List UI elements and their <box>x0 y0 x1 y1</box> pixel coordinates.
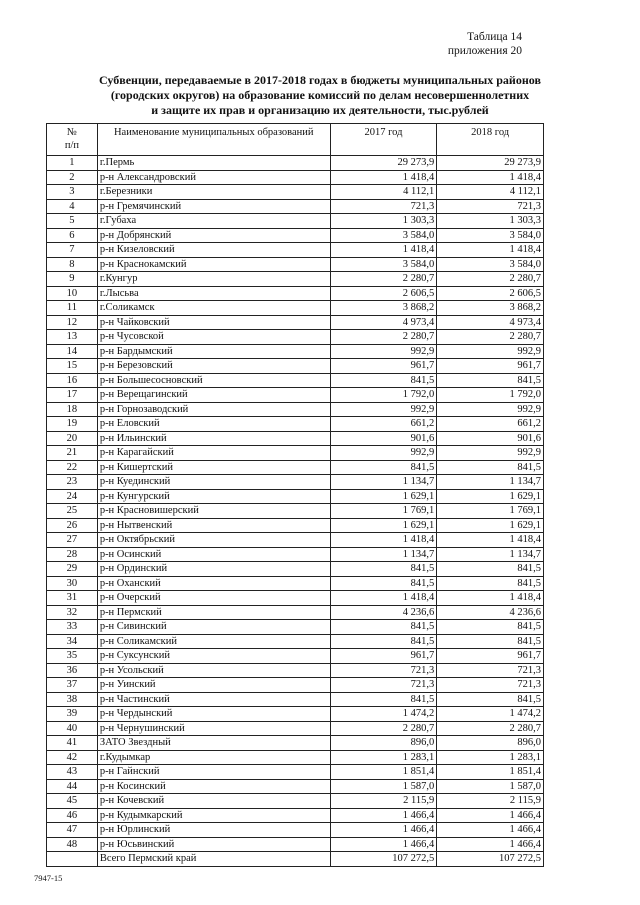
row-value-2018: 1 474,2 <box>437 707 544 722</box>
row-name: р-н Чайковский <box>97 315 330 330</box>
row-value-2017: 841,5 <box>330 562 437 577</box>
row-value-2017: 721,3 <box>330 663 437 678</box>
row-value-2017: 661,2 <box>330 417 437 432</box>
row-number: 21 <box>47 446 98 461</box>
row-value-2017: 2 115,9 <box>330 794 437 809</box>
row-name: г.Пермь <box>97 156 330 171</box>
row-value-2018: 2 606,5 <box>437 286 544 301</box>
row-number: 10 <box>47 286 98 301</box>
row-value-2018: 1 418,4 <box>437 533 544 548</box>
table-row <box>47 837 544 852</box>
row-name: р-н Косинский <box>97 779 330 794</box>
row-name: г.Лысьва <box>97 286 330 301</box>
header-num-line2: п/п <box>64 140 79 151</box>
row-value-2017: 1 418,4 <box>330 591 437 606</box>
table-row <box>47 779 544 794</box>
table-row <box>47 417 544 432</box>
table-total-row <box>47 852 544 867</box>
row-value-2017: 841,5 <box>330 634 437 649</box>
table-row <box>47 547 544 562</box>
table-row <box>47 489 544 504</box>
table-row <box>47 678 544 693</box>
table-row <box>47 475 544 490</box>
row-value-2018: 4 112,1 <box>437 185 544 200</box>
row-value-2018: 1 418,4 <box>437 591 544 606</box>
table-row <box>47 388 544 403</box>
row-name: р-н Верещагинский <box>97 388 330 403</box>
table-row <box>47 431 544 446</box>
row-value-2017: 841,5 <box>330 460 437 475</box>
row-number: 23 <box>47 475 98 490</box>
row-name: р-н Чердынский <box>97 707 330 722</box>
row-number: 19 <box>47 417 98 432</box>
table-row <box>47 794 544 809</box>
row-value-2017: 4 112,1 <box>330 185 437 200</box>
table-row <box>47 199 544 214</box>
row-value-2017: 1 792,0 <box>330 388 437 403</box>
row-value-2018: 3 584,0 <box>437 257 544 272</box>
row-number: 38 <box>47 692 98 707</box>
row-value-2017: 1 418,4 <box>330 533 437 548</box>
row-number: 20 <box>47 431 98 446</box>
row-number: 29 <box>47 562 98 577</box>
row-name: г.Кунгур <box>97 272 330 287</box>
row-value-2017: 107 272,5 <box>330 852 437 867</box>
row-value-2018: 2 280,7 <box>437 330 544 345</box>
header-2017: 2017 год <box>330 124 437 156</box>
row-value-2018: 841,5 <box>437 692 544 707</box>
row-name: г.Соликамск <box>97 301 330 316</box>
table-body <box>47 156 544 867</box>
table-row <box>47 823 544 838</box>
row-value-2017: 1 134,7 <box>330 475 437 490</box>
row-name: р-н Юсьвинский <box>97 837 330 852</box>
row-value-2018: 901,6 <box>437 431 544 446</box>
row-value-2017: 961,7 <box>330 649 437 664</box>
table-row <box>47 402 544 417</box>
row-number: 32 <box>47 605 98 620</box>
row-name: р-н Очерский <box>97 591 330 606</box>
row-number: 33 <box>47 620 98 635</box>
row-number: 14 <box>47 344 98 359</box>
row-name: Всего Пермский край <box>97 852 330 867</box>
row-name: р-н Добрянский <box>97 228 330 243</box>
table-row <box>47 663 544 678</box>
row-value-2017: 4 236,6 <box>330 605 437 620</box>
row-value-2018: 1 792,0 <box>437 388 544 403</box>
table-row <box>47 707 544 722</box>
title-line-3: и защите их прав и организацию их деятельности, тыс.рублей <box>151 103 489 117</box>
row-name: г.Кудымкар <box>97 750 330 765</box>
row-value-2017: 3 584,0 <box>330 257 437 272</box>
row-name: р-н Александровский <box>97 170 330 185</box>
row-value-2018: 961,7 <box>437 359 544 374</box>
table-row <box>47 562 544 577</box>
row-number: 22 <box>47 460 98 475</box>
row-value-2018: 661,2 <box>437 417 544 432</box>
table-row <box>47 257 544 272</box>
row-value-2017: 2 280,7 <box>330 330 437 345</box>
table-row <box>47 533 544 548</box>
row-value-2017: 1 629,1 <box>330 489 437 504</box>
table-row <box>47 634 544 649</box>
row-value-2018: 3 584,0 <box>437 228 544 243</box>
row-value-2018: 1 587,0 <box>437 779 544 794</box>
row-number: 48 <box>47 837 98 852</box>
header-num <box>47 124 98 156</box>
row-number: 27 <box>47 533 98 548</box>
title-line-1: Субвенции, передаваемые в 2017-2018 годах в бюджеты муниципальных районов <box>99 73 541 87</box>
table-row <box>47 228 544 243</box>
row-number: 46 <box>47 808 98 823</box>
row-name: р-н Краснокамский <box>97 257 330 272</box>
table-row <box>47 359 544 374</box>
document-code: 7947-15 <box>34 873 63 883</box>
row-name: р-н Октябрьский <box>97 533 330 548</box>
row-value-2017: 1 283,1 <box>330 750 437 765</box>
row-value-2018: 961,7 <box>437 649 544 664</box>
row-number: 41 <box>47 736 98 751</box>
table-row <box>47 330 544 345</box>
row-value-2017: 1 587,0 <box>330 779 437 794</box>
table-row <box>47 156 544 171</box>
row-name: г.Губаха <box>97 214 330 229</box>
row-name: р-н Ильинский <box>97 431 330 446</box>
row-number: 6 <box>47 228 98 243</box>
row-value-2017: 2 280,7 <box>330 721 437 736</box>
row-value-2017: 992,9 <box>330 402 437 417</box>
row-name: р-н Гремячинский <box>97 199 330 214</box>
row-value-2018: 1 466,4 <box>437 808 544 823</box>
row-value-2017: 992,9 <box>330 446 437 461</box>
row-number: 28 <box>47 547 98 562</box>
row-name: р-н Оханский <box>97 576 330 591</box>
header-2018: 2018 год <box>437 124 544 156</box>
table-reference <box>448 30 522 58</box>
row-name: р-н Березовский <box>97 359 330 374</box>
row-value-2018: 896,0 <box>437 736 544 751</box>
row-value-2018: 4 973,4 <box>437 315 544 330</box>
table-row <box>47 649 544 664</box>
row-value-2018: 1 134,7 <box>437 547 544 562</box>
row-number: 47 <box>47 823 98 838</box>
row-name: р-н Ординский <box>97 562 330 577</box>
row-value-2018: 841,5 <box>437 634 544 649</box>
table-row <box>47 301 544 316</box>
row-value-2017: 1 466,4 <box>330 823 437 838</box>
row-value-2018: 721,3 <box>437 199 544 214</box>
row-number: 43 <box>47 765 98 780</box>
row-value-2017: 1 134,7 <box>330 547 437 562</box>
row-name: р-н Чусовской <box>97 330 330 345</box>
row-name: р-н Большесосновский <box>97 373 330 388</box>
row-value-2018: 841,5 <box>437 562 544 577</box>
table-row <box>47 344 544 359</box>
row-number: 9 <box>47 272 98 287</box>
row-name: р-н Сивинский <box>97 620 330 635</box>
document-title <box>50 73 590 118</box>
row-name: р-н Кишертский <box>97 460 330 475</box>
row-value-2017: 992,9 <box>330 344 437 359</box>
table-row <box>47 272 544 287</box>
table-row <box>47 243 544 258</box>
row-number: 40 <box>47 721 98 736</box>
table-row <box>47 721 544 736</box>
row-name: р-н Соликамский <box>97 634 330 649</box>
row-value-2017: 1 466,4 <box>330 808 437 823</box>
row-name: р-н Юрлинский <box>97 823 330 838</box>
row-number: 25 <box>47 504 98 519</box>
title-line-2: (городских округов) на образование комиссий по делам несовершеннолетних <box>110 88 530 102</box>
table-row <box>47 750 544 765</box>
row-value-2017: 4 973,4 <box>330 315 437 330</box>
row-name: р-н Бардымский <box>97 344 330 359</box>
row-number: 7 <box>47 243 98 258</box>
row-value-2017: 841,5 <box>330 576 437 591</box>
row-value-2017: 1 418,4 <box>330 170 437 185</box>
table-row <box>47 446 544 461</box>
row-number <box>47 852 98 867</box>
row-value-2017: 1 466,4 <box>330 837 437 852</box>
table-row <box>47 736 544 751</box>
row-value-2018: 2 280,7 <box>437 721 544 736</box>
row-name: ЗАТО Звездный <box>97 736 330 751</box>
row-value-2017: 901,6 <box>330 431 437 446</box>
row-value-2018: 1 769,1 <box>437 504 544 519</box>
row-value-2018: 1 418,4 <box>437 243 544 258</box>
table-row <box>47 591 544 606</box>
table-row <box>47 460 544 475</box>
row-number: 18 <box>47 402 98 417</box>
row-value-2017: 896,0 <box>330 736 437 751</box>
row-value-2018: 992,9 <box>437 402 544 417</box>
row-value-2018: 992,9 <box>437 344 544 359</box>
row-number: 37 <box>47 678 98 693</box>
row-value-2018: 1 851,4 <box>437 765 544 780</box>
table-row <box>47 576 544 591</box>
row-value-2017: 1 474,2 <box>330 707 437 722</box>
row-value-2018: 1 629,1 <box>437 489 544 504</box>
row-value-2017: 2 280,7 <box>330 272 437 287</box>
row-value-2017: 1 769,1 <box>330 504 437 519</box>
table-row <box>47 373 544 388</box>
row-number: 3 <box>47 185 98 200</box>
row-value-2018: 841,5 <box>437 620 544 635</box>
row-value-2018: 992,9 <box>437 446 544 461</box>
row-name: р-н Пермский <box>97 605 330 620</box>
row-value-2018: 841,5 <box>437 460 544 475</box>
row-name: р-н Гайнский <box>97 765 330 780</box>
row-name: р-н Частинский <box>97 692 330 707</box>
row-value-2017: 1 303,3 <box>330 214 437 229</box>
row-number: 5 <box>47 214 98 229</box>
row-name: р-н Чернушинский <box>97 721 330 736</box>
row-name: р-н Куединский <box>97 475 330 490</box>
row-value-2017: 3 868,2 <box>330 301 437 316</box>
row-name: р-н Карагайский <box>97 446 330 461</box>
header-name: Наименование муниципальных образований <box>97 124 330 156</box>
table-row <box>47 170 544 185</box>
row-value-2018: 1 134,7 <box>437 475 544 490</box>
row-number: 24 <box>47 489 98 504</box>
row-number: 8 <box>47 257 98 272</box>
row-number: 11 <box>47 301 98 316</box>
row-value-2018: 3 868,2 <box>437 301 544 316</box>
row-number: 2 <box>47 170 98 185</box>
row-number: 4 <box>47 199 98 214</box>
subsidies-table <box>46 123 544 867</box>
row-value-2018: 721,3 <box>437 663 544 678</box>
row-name: г.Березники <box>97 185 330 200</box>
appendix-label: приложения 20 <box>447 45 522 57</box>
row-value-2018: 1 303,3 <box>437 214 544 229</box>
table-row <box>47 315 544 330</box>
row-value-2018: 841,5 <box>437 373 544 388</box>
row-name: р-н Кунгурский <box>97 489 330 504</box>
row-number: 42 <box>47 750 98 765</box>
row-value-2017: 1 629,1 <box>330 518 437 533</box>
row-value-2017: 3 584,0 <box>330 228 437 243</box>
header-num-line1: № <box>66 127 77 138</box>
table-row <box>47 765 544 780</box>
row-name: р-н Усольский <box>97 663 330 678</box>
table-row <box>47 185 544 200</box>
row-number: 34 <box>47 634 98 649</box>
row-value-2017: 2 606,5 <box>330 286 437 301</box>
row-value-2017: 1 851,4 <box>330 765 437 780</box>
row-value-2018: 1 629,1 <box>437 518 544 533</box>
row-name: р-н Нытвенский <box>97 518 330 533</box>
row-number: 39 <box>47 707 98 722</box>
row-number: 26 <box>47 518 98 533</box>
row-name: р-н Кудымкарский <box>97 808 330 823</box>
row-value-2017: 1 418,4 <box>330 243 437 258</box>
row-value-2018: 1 466,4 <box>437 823 544 838</box>
row-number: 31 <box>47 591 98 606</box>
row-name: р-н Красновишерский <box>97 504 330 519</box>
row-value-2018: 2 280,7 <box>437 272 544 287</box>
row-number: 12 <box>47 315 98 330</box>
row-name: р-н Уинский <box>97 678 330 693</box>
row-name: р-н Суксунский <box>97 649 330 664</box>
row-value-2017: 721,3 <box>330 678 437 693</box>
table-label: Таблица 14 <box>467 31 522 43</box>
row-name: р-н Еловский <box>97 417 330 432</box>
row-value-2017: 721,3 <box>330 199 437 214</box>
table-row <box>47 286 544 301</box>
row-number: 16 <box>47 373 98 388</box>
row-value-2017: 841,5 <box>330 373 437 388</box>
row-number: 13 <box>47 330 98 345</box>
row-number: 35 <box>47 649 98 664</box>
row-value-2018: 1 283,1 <box>437 750 544 765</box>
row-name: р-н Кочевский <box>97 794 330 809</box>
row-value-2018: 2 115,9 <box>437 794 544 809</box>
table-row <box>47 518 544 533</box>
row-value-2017: 841,5 <box>330 620 437 635</box>
row-number: 15 <box>47 359 98 374</box>
row-number: 45 <box>47 794 98 809</box>
row-name: р-н Кизеловский <box>97 243 330 258</box>
row-value-2018: 107 272,5 <box>437 852 544 867</box>
row-value-2018: 1 466,4 <box>437 837 544 852</box>
table-row <box>47 504 544 519</box>
row-value-2017: 841,5 <box>330 692 437 707</box>
row-number: 36 <box>47 663 98 678</box>
row-value-2018: 721,3 <box>437 678 544 693</box>
row-name: р-н Горнозаводский <box>97 402 330 417</box>
table-row <box>47 692 544 707</box>
table-header-row <box>47 124 544 156</box>
table-row <box>47 605 544 620</box>
row-value-2018: 29 273,9 <box>437 156 544 171</box>
row-name: р-н Осинский <box>97 547 330 562</box>
row-number: 1 <box>47 156 98 171</box>
row-number: 17 <box>47 388 98 403</box>
row-value-2017: 961,7 <box>330 359 437 374</box>
table-row <box>47 214 544 229</box>
row-number: 44 <box>47 779 98 794</box>
row-value-2018: 4 236,6 <box>437 605 544 620</box>
row-number: 30 <box>47 576 98 591</box>
row-value-2018: 1 418,4 <box>437 170 544 185</box>
row-value-2017: 29 273,9 <box>330 156 437 171</box>
row-value-2018: 841,5 <box>437 576 544 591</box>
table-row <box>47 808 544 823</box>
table-row <box>47 620 544 635</box>
